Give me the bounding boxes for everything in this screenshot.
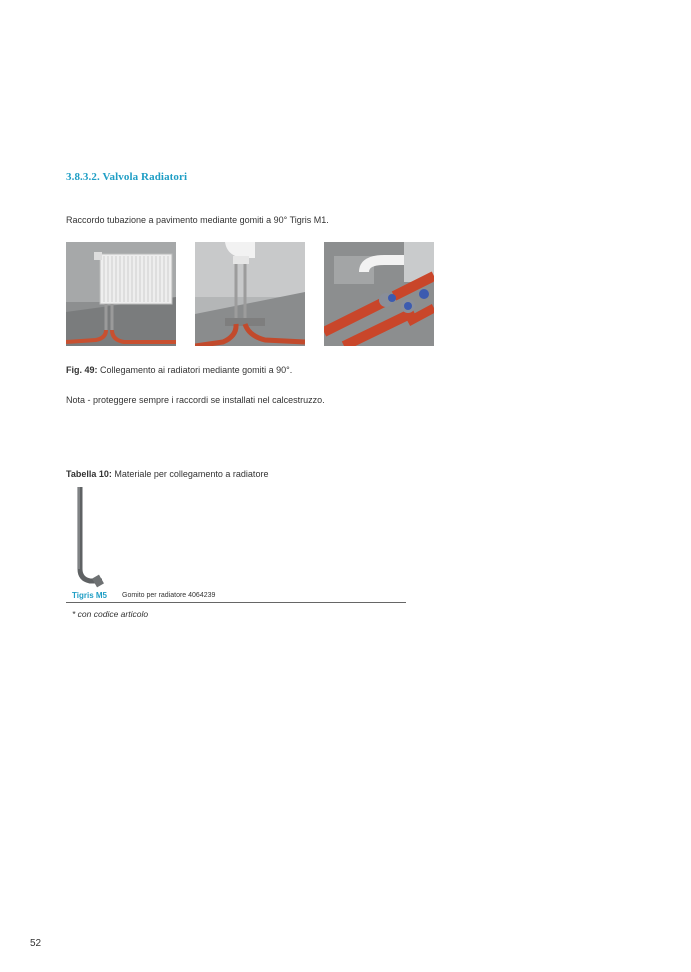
page-number: 52 xyxy=(30,938,42,949)
photo-radiator xyxy=(66,242,176,346)
table-label: Tabella 10: xyxy=(66,469,112,479)
product-description: Gomito per radiatore 4064239 xyxy=(122,592,216,599)
note-text: Nota - proteggere sempre i raccordi se installati nel calcestruzzo. xyxy=(66,395,325,405)
table-footnote: * con codice articolo xyxy=(72,609,149,619)
product-name: Tigris M5 xyxy=(72,591,107,600)
photo-fittings xyxy=(324,242,434,346)
section-intro: Raccordo tubazione a pavimento mediante gomiti a 90° Tigris M1. xyxy=(66,215,329,225)
table-title: Materiale per collegamento a radiatore xyxy=(111,469,269,479)
photo-elbows xyxy=(195,242,305,346)
figure-caption xyxy=(66,365,292,375)
figure-text: Collegamento ai radiatori mediante gomiti a 90°. xyxy=(97,365,293,375)
figure-label: Fig. 49: xyxy=(66,365,98,375)
section-heading: 3.8.3.2. Valvola Radiatori xyxy=(66,171,188,183)
product-image-elbow xyxy=(68,485,108,589)
table-row xyxy=(66,591,406,603)
table-caption xyxy=(66,469,268,479)
